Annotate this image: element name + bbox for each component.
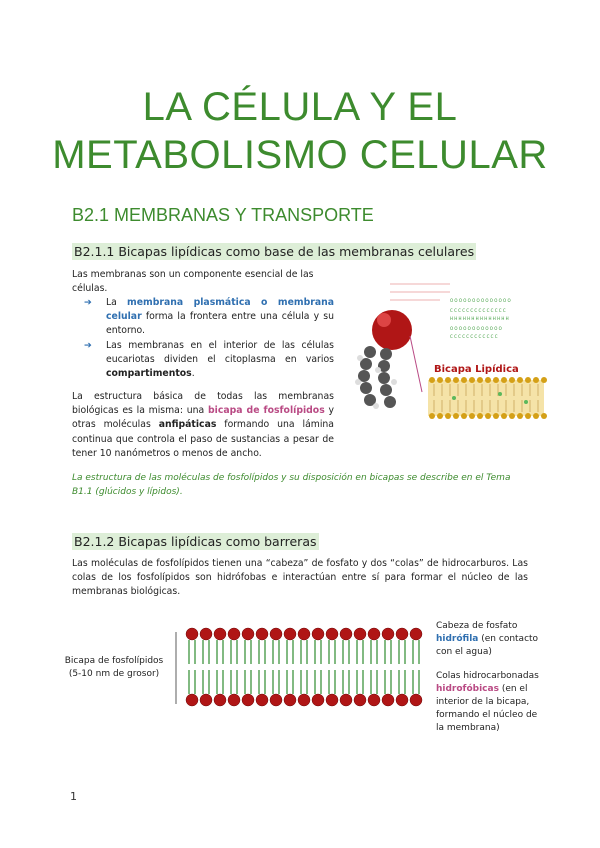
intro-line-1: Las membranas son un componente esencial de las xyxy=(72,269,314,280)
bullet-2-post: . xyxy=(191,368,195,380)
tail-label-line1: Colas hidrocarbonadas xyxy=(436,671,539,681)
phosphate-head xyxy=(200,628,212,640)
structure-paragraph xyxy=(72,390,334,461)
phosphate-head xyxy=(396,628,408,640)
bullet-1-pre: La xyxy=(106,297,128,308)
phosphate-head xyxy=(298,694,310,706)
phosphate-head xyxy=(396,694,408,706)
para2-pre: La estructura básica de todas las membranas biológicas es la misma: una xyxy=(72,391,334,417)
subsection-heading-2 xyxy=(72,534,319,549)
tail-label-line4: formando el núcleo de xyxy=(436,710,538,720)
phosphate-head xyxy=(228,694,240,706)
phospholipid-bilayer-diagram xyxy=(170,620,432,710)
phosphate-head xyxy=(214,628,226,640)
tail-label-line5: la membrana) xyxy=(436,723,500,733)
phosphate-head xyxy=(382,694,394,706)
phosphate-head xyxy=(382,628,394,640)
head-label-highlight: hidrófila xyxy=(436,634,479,644)
bullet-item-1 xyxy=(84,296,334,339)
section-heading: B2.1 MEMBRANAS Y TRANSPORTE xyxy=(72,205,374,225)
phosphate-head xyxy=(354,694,366,706)
phosphate-head xyxy=(242,628,254,640)
phosphate-head xyxy=(340,694,352,706)
left-label-line1: Bicapa de fosfolípidos xyxy=(64,656,164,666)
para2-post: formando una lámina continua que controla el paso de sustancias a pesar de tener 10 nanómetros o menos de ancho. xyxy=(72,419,334,459)
bullet-1-highlight: membrana plasmática o membrana celular xyxy=(106,297,334,323)
bullet-list xyxy=(84,296,334,381)
head-label-line2: (en contacto xyxy=(478,634,539,644)
tail-label-highlight: hidrofóbicas xyxy=(436,684,499,694)
bilayer-thickness-label xyxy=(64,655,164,681)
phosphate-head xyxy=(186,694,198,706)
svg-text:O O O O O O O O O O O O O O: O O O O O O O O O O O O O O xyxy=(450,298,511,303)
phosphate-head xyxy=(326,694,338,706)
page-title-line2: METABOLISMO CELULAR xyxy=(52,133,548,177)
phosphate-head xyxy=(256,694,268,706)
phospholipid-head-icon xyxy=(372,310,412,350)
svg-text:O O O O O O O O O O O O: O O O O O O O O O O O O xyxy=(450,326,502,331)
bullet-2-bold: compartimentos xyxy=(106,368,192,380)
subsection-heading-2-text: B2.1.2 Bicapas lipídicas como barreras xyxy=(74,534,317,549)
phosphate-head xyxy=(368,694,380,706)
phosphate-head xyxy=(186,628,198,640)
subsection-heading-1-text: B2.1.1 Bicapas lipídicas como base de las membranas celulares xyxy=(74,244,475,259)
cross-reference-note: La estructura de las moléculas de fosfolípidos y su disposición en bicapas se describe en el Tema B1.1 (glúcidos y lípidos). xyxy=(72,473,511,497)
para2-pink: bicapa de fosfolípidos xyxy=(207,405,325,417)
phosphate-head xyxy=(214,694,226,706)
phosphate-head xyxy=(312,628,324,640)
subsection-heading-1 xyxy=(72,244,476,259)
tail-label-line2: (en el xyxy=(498,684,528,694)
phosphate-head xyxy=(410,628,422,640)
phosphate-head xyxy=(284,694,296,706)
bullet-2-pre: Las membranas en el interior de las células eucariotas dividen el citoplasma en varios xyxy=(106,339,334,365)
phosphate-head xyxy=(410,694,422,706)
para2-mid: y otras moléculas xyxy=(72,405,334,431)
bullet-item-2 xyxy=(84,339,334,382)
tail-label xyxy=(436,670,566,735)
phosphate-head xyxy=(228,628,240,640)
svg-text:H H H H H H H H H H H H H H: H H H H H H H H H H H H H H xyxy=(450,316,509,321)
phosphate-head xyxy=(354,628,366,640)
svg-text:C C C C C C C C C C C C: C C C C C C C C C C C C xyxy=(450,334,498,339)
page-number: 1 xyxy=(70,790,77,803)
phosphate-head xyxy=(284,628,296,640)
svg-text:C C C C C C C C C C C C C C: C C C C C C C C C C C C C C xyxy=(450,308,506,313)
head-label-line3: con el agua) xyxy=(436,647,492,657)
phosphate-head xyxy=(368,628,380,640)
barrier-paragraph: Las moléculas de fosfolípidos tienen una “cabeza” de fosfato y dos “colas” de hidrocarburos. Las colas de los fosfolípidos son hidrófobas e interactúan entre sí para formar el núcleo de las membranas biológicas. xyxy=(72,558,528,598)
head-label-line1: Cabeza de fosfato xyxy=(436,621,518,631)
phosphate-head xyxy=(270,694,282,706)
arrow-icon: ➔ xyxy=(84,339,92,351)
intro-line-2: células. xyxy=(72,283,108,295)
bilayer-slab-icon xyxy=(428,377,547,419)
phospholipid-tails-icon xyxy=(358,346,396,408)
phosphate-head xyxy=(270,628,282,640)
chemical-structure-sketch xyxy=(390,284,450,300)
bullet-1-post: forma la frontera entre una célula y su entorno. xyxy=(106,311,334,337)
head-label xyxy=(436,620,566,659)
arrow-icon: ➔ xyxy=(84,297,92,308)
phosphate-head xyxy=(326,628,338,640)
phosphate-head xyxy=(242,694,254,706)
phosphate-head xyxy=(312,694,324,706)
page-title-line1: LA CÉLULA Y EL xyxy=(142,85,458,129)
phosphate-head xyxy=(298,628,310,640)
para2-bold: anfipáticas xyxy=(158,419,217,431)
phosphate-head xyxy=(200,694,212,706)
phosphate-head xyxy=(340,628,352,640)
phospholipid-bilayer-figure xyxy=(350,272,550,432)
bilayer-figure-label: Bicapa Lipídica xyxy=(434,364,519,375)
intro-paragraph xyxy=(72,268,334,296)
tail-label-line3: interior de la bicapa, xyxy=(436,697,530,707)
phosphate-head xyxy=(256,628,268,640)
left-label-line2: (5-10 nm de grosor) xyxy=(68,669,160,679)
